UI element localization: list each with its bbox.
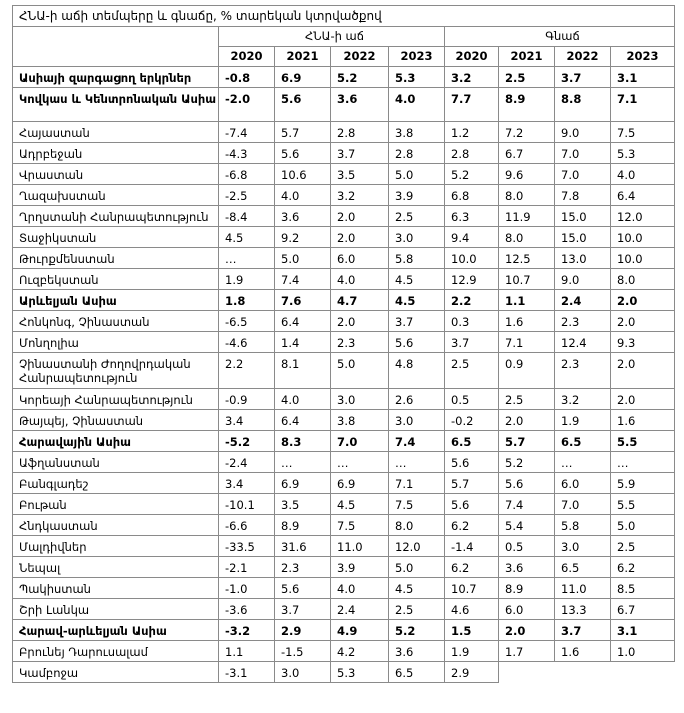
empty-cell bbox=[499, 662, 555, 683]
value-cell: 1.9 bbox=[219, 269, 275, 290]
value-cell: 5.3 bbox=[611, 143, 675, 164]
value-cell: 2.6 bbox=[389, 389, 445, 410]
value-cell: 1.6 bbox=[555, 641, 611, 662]
value-cell: 8.5 bbox=[611, 578, 675, 599]
value-cell: 11.0 bbox=[331, 536, 389, 557]
table-row bbox=[13, 557, 675, 578]
value-cell: 6.9 bbox=[275, 67, 331, 88]
value-cell: 8.0 bbox=[499, 227, 555, 248]
value-cell: 2.5 bbox=[499, 67, 555, 88]
table-row bbox=[13, 410, 675, 431]
value-cell: 2.0 bbox=[611, 290, 675, 311]
value-cell: 0.3 bbox=[445, 311, 499, 332]
value-cell: -6.6 bbox=[219, 515, 275, 536]
value-cell: 6.2 bbox=[611, 557, 675, 578]
value-cell: 7.0 bbox=[331, 431, 389, 452]
row-label: Ղազախստան bbox=[13, 185, 219, 206]
row-label: Ղրղստանի Հանրապետություն bbox=[13, 206, 219, 227]
row-label: Նեպալ bbox=[13, 557, 219, 578]
value-cell: 2.0 bbox=[331, 227, 389, 248]
value-cell: 7.6 bbox=[275, 290, 331, 311]
value-cell: 4.5 bbox=[389, 290, 445, 311]
year-header: 2023 bbox=[389, 47, 445, 67]
value-cell: 3.6 bbox=[275, 206, 331, 227]
row-label: Աֆղանստան bbox=[13, 452, 219, 473]
value-cell: 6.5 bbox=[389, 662, 445, 683]
value-cell: 15.0 bbox=[555, 227, 611, 248]
value-cell: -3.2 bbox=[219, 620, 275, 641]
table-row bbox=[13, 248, 675, 269]
value-cell: 5.0 bbox=[275, 248, 331, 269]
value-cell: 0.5 bbox=[445, 389, 499, 410]
value-cell: 2.0 bbox=[611, 353, 675, 389]
value-cell: -6.8 bbox=[219, 164, 275, 185]
value-cell: 3.7 bbox=[445, 332, 499, 353]
table-row bbox=[13, 599, 675, 620]
value-cell: 5.7 bbox=[499, 431, 555, 452]
table-row bbox=[13, 290, 675, 311]
value-cell: 8.3 bbox=[275, 431, 331, 452]
value-cell: 4.8 bbox=[389, 353, 445, 389]
value-cell: 1.0 bbox=[611, 641, 675, 662]
value-cell: 5.8 bbox=[389, 248, 445, 269]
value-cell: 2.4 bbox=[555, 290, 611, 311]
value-cell: 6.2 bbox=[445, 557, 499, 578]
value-cell: 6.7 bbox=[499, 143, 555, 164]
row-label: Բրունեյ Դարուսալամ bbox=[13, 641, 219, 662]
row-label: Հոնկոնգ, Չինաստան bbox=[13, 311, 219, 332]
value-cell: -0.9 bbox=[219, 389, 275, 410]
value-cell: 7.4 bbox=[499, 494, 555, 515]
value-cell: 5.3 bbox=[331, 662, 389, 683]
value-cell: 4.5 bbox=[331, 494, 389, 515]
value-cell: 9.3 bbox=[611, 332, 675, 353]
value-cell: 8.8 bbox=[555, 88, 611, 122]
table-row bbox=[13, 206, 675, 227]
table-row bbox=[13, 332, 675, 353]
value-cell: 2.9 bbox=[445, 662, 499, 683]
row-label: Արևելյան Ասիա bbox=[13, 290, 219, 311]
value-cell: 5.0 bbox=[389, 557, 445, 578]
value-cell: 5.6 bbox=[445, 494, 499, 515]
header-blank-cell bbox=[13, 47, 219, 67]
value-cell: 3.9 bbox=[389, 185, 445, 206]
value-cell: -5.2 bbox=[219, 431, 275, 452]
value-cell: 11.0 bbox=[555, 578, 611, 599]
value-cell: 2.5 bbox=[389, 206, 445, 227]
value-cell: 10.0 bbox=[445, 248, 499, 269]
value-cell: 1.1 bbox=[499, 290, 555, 311]
value-cell: 3.0 bbox=[331, 389, 389, 410]
table-row bbox=[13, 311, 675, 332]
value-cell: 9.0 bbox=[555, 122, 611, 143]
row-label: Ադրբեջան bbox=[13, 143, 219, 164]
value-cell: 4.5 bbox=[219, 227, 275, 248]
table-row bbox=[13, 389, 675, 410]
value-cell: -2.5 bbox=[219, 185, 275, 206]
row-label: Թուրքմենստան bbox=[13, 248, 219, 269]
value-cell: 2.4 bbox=[331, 599, 389, 620]
value-cell: 31.6 bbox=[275, 536, 331, 557]
value-cell: 8.9 bbox=[275, 515, 331, 536]
value-cell: 5.6 bbox=[499, 473, 555, 494]
value-cell: 3.2 bbox=[331, 185, 389, 206]
value-cell: 5.2 bbox=[499, 452, 555, 473]
row-label: Ուզբեկստան bbox=[13, 269, 219, 290]
value-cell: 4.6 bbox=[445, 599, 499, 620]
value-cell: 9.2 bbox=[275, 227, 331, 248]
value-cell: 2.3 bbox=[275, 557, 331, 578]
value-cell: -4.3 bbox=[219, 143, 275, 164]
value-cell: 5.2 bbox=[331, 67, 389, 88]
value-cell: 3.0 bbox=[555, 536, 611, 557]
row-label: Մոնղոլիա bbox=[13, 332, 219, 353]
table-row bbox=[13, 536, 675, 557]
table-row bbox=[13, 473, 675, 494]
table-row bbox=[13, 662, 675, 683]
row-label: Հայաստան bbox=[13, 122, 219, 143]
value-cell: 1.9 bbox=[445, 641, 499, 662]
value-cell: 2.5 bbox=[499, 389, 555, 410]
row-label: Բութան bbox=[13, 494, 219, 515]
value-cell: … bbox=[331, 452, 389, 473]
value-cell: 2.2 bbox=[219, 353, 275, 389]
value-cell: -33.5 bbox=[219, 536, 275, 557]
value-cell: 3.6 bbox=[389, 641, 445, 662]
year-header: 2020 bbox=[445, 47, 499, 67]
year-header: 2022 bbox=[331, 47, 389, 67]
value-cell: 12.9 bbox=[445, 269, 499, 290]
table-row bbox=[13, 431, 675, 452]
value-cell: 6.4 bbox=[611, 185, 675, 206]
value-cell: 11.9 bbox=[499, 206, 555, 227]
value-cell: 3.8 bbox=[331, 410, 389, 431]
table-row bbox=[13, 515, 675, 536]
value-cell: 3.1 bbox=[611, 620, 675, 641]
table-row bbox=[13, 494, 675, 515]
value-cell: 8.0 bbox=[611, 269, 675, 290]
value-cell: 5.4 bbox=[499, 515, 555, 536]
value-cell: 4.0 bbox=[331, 269, 389, 290]
value-cell: 6.5 bbox=[445, 431, 499, 452]
value-cell: … bbox=[611, 452, 675, 473]
year-header-row bbox=[13, 47, 675, 67]
row-label: Հարավային Ասիա bbox=[13, 431, 219, 452]
value-cell: 1.1 bbox=[219, 641, 275, 662]
value-cell: 6.5 bbox=[555, 431, 611, 452]
row-label: Ասիայի զարգացող երկրներ bbox=[13, 67, 219, 88]
value-cell: -1.0 bbox=[219, 578, 275, 599]
value-cell: 5.7 bbox=[445, 473, 499, 494]
table-title: ՀՆԱ-ի աճի տեմպերը և գնաճը, % տարեկան կտրվածքով bbox=[13, 6, 675, 27]
value-cell: 2.5 bbox=[611, 536, 675, 557]
value-cell: 1.5 bbox=[445, 620, 499, 641]
value-cell: 3.5 bbox=[331, 164, 389, 185]
value-cell: 6.4 bbox=[275, 311, 331, 332]
value-cell: 13.0 bbox=[555, 248, 611, 269]
row-label: Բանգլադեշ bbox=[13, 473, 219, 494]
value-cell: 8.0 bbox=[499, 185, 555, 206]
value-cell: 3.9 bbox=[331, 557, 389, 578]
value-cell: 4.5 bbox=[389, 578, 445, 599]
value-cell: 3.8 bbox=[389, 122, 445, 143]
value-cell: 3.7 bbox=[331, 143, 389, 164]
value-cell: 2.0 bbox=[611, 389, 675, 410]
group-header-row bbox=[13, 27, 675, 47]
value-cell: 3.7 bbox=[555, 620, 611, 641]
row-label: Կամբոջա bbox=[13, 662, 219, 683]
value-cell: 7.1 bbox=[611, 88, 675, 122]
value-cell: 3.4 bbox=[219, 410, 275, 431]
value-cell: 5.6 bbox=[275, 88, 331, 122]
value-cell: 9.6 bbox=[499, 164, 555, 185]
value-cell: 8.9 bbox=[499, 88, 555, 122]
value-cell: … bbox=[219, 248, 275, 269]
table-row bbox=[13, 143, 675, 164]
value-cell: 1.6 bbox=[499, 311, 555, 332]
value-cell: 7.2 bbox=[499, 122, 555, 143]
value-cell: 12.4 bbox=[555, 332, 611, 353]
table-row bbox=[13, 88, 675, 122]
value-cell: -1.4 bbox=[445, 536, 499, 557]
value-cell: 12.0 bbox=[389, 536, 445, 557]
value-cell: 2.5 bbox=[445, 353, 499, 389]
table-row bbox=[13, 578, 675, 599]
gdp-inflation-table bbox=[12, 5, 675, 683]
value-cell: 12.5 bbox=[499, 248, 555, 269]
value-cell: 7.5 bbox=[611, 122, 675, 143]
value-cell: -8.4 bbox=[219, 206, 275, 227]
value-cell: 5.0 bbox=[331, 353, 389, 389]
value-cell: 5.5 bbox=[611, 431, 675, 452]
value-cell: 5.0 bbox=[611, 515, 675, 536]
value-cell: 3.7 bbox=[389, 311, 445, 332]
value-cell: 10.0 bbox=[611, 227, 675, 248]
row-label: Կովկաս և Կենտրոնական Ասիա bbox=[13, 88, 219, 122]
value-cell: 3.5 bbox=[275, 494, 331, 515]
value-cell: 1.8 bbox=[219, 290, 275, 311]
value-cell: 6.0 bbox=[555, 473, 611, 494]
value-cell: 3.7 bbox=[555, 67, 611, 88]
value-cell: -2.0 bbox=[219, 88, 275, 122]
value-cell: -0.2 bbox=[445, 410, 499, 431]
value-cell: 4.0 bbox=[275, 185, 331, 206]
value-cell: 4.7 bbox=[331, 290, 389, 311]
value-cell: 5.6 bbox=[275, 578, 331, 599]
value-cell: 3.0 bbox=[275, 662, 331, 683]
value-cell: 2.0 bbox=[499, 620, 555, 641]
value-cell: 2.2 bbox=[445, 290, 499, 311]
value-cell: 1.9 bbox=[555, 410, 611, 431]
value-cell: 5.2 bbox=[445, 164, 499, 185]
value-cell: 4.5 bbox=[389, 269, 445, 290]
year-header: 2021 bbox=[499, 47, 555, 67]
value-cell: 1.4 bbox=[275, 332, 331, 353]
value-cell: 6.0 bbox=[331, 248, 389, 269]
value-cell: 6.5 bbox=[555, 557, 611, 578]
value-cell: 7.1 bbox=[499, 332, 555, 353]
value-cell: 5.8 bbox=[555, 515, 611, 536]
row-label: Մալդիվներ bbox=[13, 536, 219, 557]
value-cell: 1.6 bbox=[611, 410, 675, 431]
value-cell: 2.5 bbox=[389, 599, 445, 620]
value-cell: 3.6 bbox=[499, 557, 555, 578]
row-label: Հնդկաստան bbox=[13, 515, 219, 536]
value-cell: 6.2 bbox=[445, 515, 499, 536]
table-row bbox=[13, 185, 675, 206]
row-label: Թայպեյ, Չինաստան bbox=[13, 410, 219, 431]
year-header: 2022 bbox=[555, 47, 611, 67]
year-header: 2020 bbox=[219, 47, 275, 67]
value-cell: 6.4 bbox=[275, 410, 331, 431]
value-cell: 7.7 bbox=[445, 88, 499, 122]
value-cell: -0.8 bbox=[219, 67, 275, 88]
value-cell: … bbox=[389, 452, 445, 473]
value-cell: 2.8 bbox=[445, 143, 499, 164]
value-cell: 4.2 bbox=[331, 641, 389, 662]
value-cell: 6.9 bbox=[331, 473, 389, 494]
value-cell: 5.6 bbox=[389, 332, 445, 353]
value-cell: 5.6 bbox=[275, 143, 331, 164]
row-label: Չինաստանի Ժողովրդական Հանրապետություն bbox=[13, 353, 219, 389]
value-cell: 10.7 bbox=[499, 269, 555, 290]
value-cell: 5.5 bbox=[611, 494, 675, 515]
value-cell: … bbox=[275, 452, 331, 473]
value-cell: 5.3 bbox=[389, 67, 445, 88]
value-cell: 2.0 bbox=[499, 410, 555, 431]
value-cell: 7.0 bbox=[555, 143, 611, 164]
value-cell: 5.7 bbox=[275, 122, 331, 143]
value-cell: -2.4 bbox=[219, 452, 275, 473]
value-cell: 4.0 bbox=[275, 389, 331, 410]
value-cell: 2.0 bbox=[611, 311, 675, 332]
value-cell: 3.0 bbox=[389, 227, 445, 248]
value-cell: -2.1 bbox=[219, 557, 275, 578]
value-cell: 7.0 bbox=[555, 164, 611, 185]
table-row bbox=[13, 227, 675, 248]
value-cell: 6.9 bbox=[275, 473, 331, 494]
value-cell: -10.1 bbox=[219, 494, 275, 515]
value-cell: -4.6 bbox=[219, 332, 275, 353]
value-cell: 6.7 bbox=[611, 599, 675, 620]
value-cell: 4.0 bbox=[389, 88, 445, 122]
value-cell: 15.0 bbox=[555, 206, 611, 227]
value-cell: 3.4 bbox=[219, 473, 275, 494]
value-cell: 3.2 bbox=[445, 67, 499, 88]
row-label: Վրաստան bbox=[13, 164, 219, 185]
value-cell: 2.8 bbox=[331, 122, 389, 143]
value-cell: 8.0 bbox=[389, 515, 445, 536]
value-cell: 6.8 bbox=[445, 185, 499, 206]
table-title-row bbox=[13, 6, 675, 27]
value-cell: 4.0 bbox=[611, 164, 675, 185]
table-row bbox=[13, 269, 675, 290]
value-cell: 7.0 bbox=[555, 494, 611, 515]
value-cell: 4.0 bbox=[331, 578, 389, 599]
value-cell: 9.4 bbox=[445, 227, 499, 248]
table-row bbox=[13, 452, 675, 473]
value-cell: 9.0 bbox=[555, 269, 611, 290]
value-cell: … bbox=[555, 452, 611, 473]
value-cell: 2.8 bbox=[389, 143, 445, 164]
value-cell: 3.6 bbox=[331, 88, 389, 122]
table-row bbox=[13, 164, 675, 185]
row-label: Տաջիկստան bbox=[13, 227, 219, 248]
value-cell: 2.3 bbox=[555, 311, 611, 332]
group-header-inflation: Գնաճ bbox=[445, 27, 675, 47]
value-cell: 7.4 bbox=[275, 269, 331, 290]
value-cell: 1.2 bbox=[445, 122, 499, 143]
value-cell: 2.0 bbox=[331, 311, 389, 332]
row-label: Հարավ-արևելյան Ասիա bbox=[13, 620, 219, 641]
table-container bbox=[12, 5, 675, 683]
value-cell: 5.9 bbox=[611, 473, 675, 494]
empty-cell bbox=[555, 662, 611, 683]
value-cell: 4.9 bbox=[331, 620, 389, 641]
value-cell: 13.3 bbox=[555, 599, 611, 620]
value-cell: 10.0 bbox=[611, 248, 675, 269]
value-cell: -1.5 bbox=[275, 641, 331, 662]
group-header-gdp: ՀՆԱ-ի աճ bbox=[219, 27, 445, 47]
value-cell: 7.4 bbox=[389, 431, 445, 452]
value-cell: 2.9 bbox=[275, 620, 331, 641]
year-header: 2021 bbox=[275, 47, 331, 67]
value-cell: 0.5 bbox=[499, 536, 555, 557]
value-cell: 0.9 bbox=[499, 353, 555, 389]
table-row bbox=[13, 620, 675, 641]
table-body bbox=[13, 67, 675, 683]
value-cell: 5.6 bbox=[445, 452, 499, 473]
year-header: 2023 bbox=[611, 47, 675, 67]
row-label: Պակիստան bbox=[13, 578, 219, 599]
value-cell: 3.1 bbox=[611, 67, 675, 88]
table-row bbox=[13, 122, 675, 143]
row-label: Շրի Լանկա bbox=[13, 599, 219, 620]
value-cell: 7.5 bbox=[331, 515, 389, 536]
value-cell: 2.3 bbox=[555, 353, 611, 389]
value-cell: 1.7 bbox=[499, 641, 555, 662]
value-cell: 6.3 bbox=[445, 206, 499, 227]
value-cell: 3.2 bbox=[555, 389, 611, 410]
value-cell: 2.0 bbox=[331, 206, 389, 227]
value-cell: 3.0 bbox=[389, 410, 445, 431]
row-label: Կորեայի Հանրապետություն bbox=[13, 389, 219, 410]
empty-cell bbox=[611, 662, 675, 683]
header-blank-cell bbox=[13, 27, 219, 47]
value-cell: 10.7 bbox=[445, 578, 499, 599]
value-cell: 7.1 bbox=[389, 473, 445, 494]
value-cell: 5.2 bbox=[389, 620, 445, 641]
value-cell: 10.6 bbox=[275, 164, 331, 185]
value-cell: 5.0 bbox=[389, 164, 445, 185]
value-cell: 6.0 bbox=[499, 599, 555, 620]
value-cell: 12.0 bbox=[611, 206, 675, 227]
value-cell: 8.9 bbox=[499, 578, 555, 599]
table-row bbox=[13, 641, 675, 662]
value-cell: -3.1 bbox=[219, 662, 275, 683]
value-cell: 8.1 bbox=[275, 353, 331, 389]
value-cell: 7.5 bbox=[389, 494, 445, 515]
value-cell: -3.6 bbox=[219, 599, 275, 620]
table-row bbox=[13, 353, 675, 389]
value-cell: -7.4 bbox=[219, 122, 275, 143]
value-cell: -6.5 bbox=[219, 311, 275, 332]
value-cell: 2.3 bbox=[331, 332, 389, 353]
value-cell: 3.7 bbox=[275, 599, 331, 620]
value-cell: 7.8 bbox=[555, 185, 611, 206]
table-row bbox=[13, 67, 675, 88]
